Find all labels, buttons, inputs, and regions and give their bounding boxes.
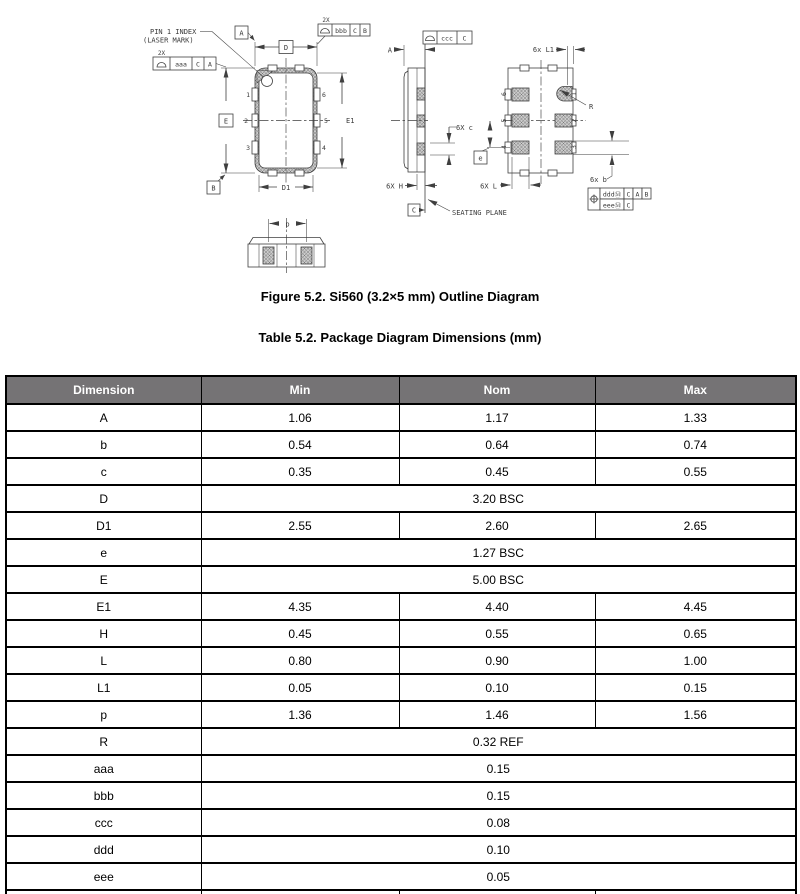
table-row [6,512,796,539]
cell-dimension: b [6,431,201,458]
table-row [6,539,796,566]
table-row [6,647,796,674]
col-header-min: Min [201,376,399,404]
cell-empty [6,890,201,894]
fcf-ccc [423,31,472,44]
pin1-index-mark [262,76,273,87]
cell-max: 0.74 [595,431,796,458]
pin-number: 1 [246,91,250,99]
cell-dimension: e [6,539,201,566]
table-row [6,404,796,431]
cell-dimension: A [6,404,201,431]
dim-label-A: A [387,46,392,55]
fcf-datum-ref: C [626,190,631,199]
fcf-datum-ref: C [196,60,200,69]
fcf-bbb [318,17,371,44]
castellation [295,65,304,71]
dim-label-e: e [478,154,483,163]
cell-dimension: aaa [6,755,201,782]
cell-min: 0.35 [201,458,399,485]
dim-label-R: R [589,103,594,111]
table-caption: Table 5.2. Package Diagram Dimensions (mm) [258,330,542,345]
table-row [6,674,796,701]
table-row [6,782,796,809]
pin-number: 2 [244,117,248,125]
cell-min: 1.36 [201,701,399,728]
side-pad [417,143,425,155]
table-row [6,431,796,458]
castellation [520,65,529,71]
bottom-pad [512,88,529,101]
cell-dimension: H [6,620,201,647]
fcf-datum-ref: B [644,190,649,199]
fcf-leader [318,36,326,44]
cell-dimension: L [6,647,201,674]
table-header-row [6,376,796,404]
cell-max: 0.65 [595,620,796,647]
pin-number: 4 [322,144,326,152]
side-pad [417,88,425,100]
fcf-position [588,188,651,210]
cell-dimension: D [6,485,201,512]
table-row [6,485,796,512]
cell-nom: 0.10 [399,674,595,701]
pin-number: 6 [322,91,326,99]
cell-min: 0.45 [201,620,399,647]
dim-label-E: E [223,117,229,126]
cell-nom: 0.64 [399,431,595,458]
cell-max: 0.15 [595,674,796,701]
dim-leader [482,148,489,151]
cell-min: 4.35 [201,593,399,620]
dimensions-table-body [6,404,796,894]
castellation [268,170,277,176]
cell-max: 4.45 [595,593,796,620]
dim-label-E1: E1 [346,117,355,125]
cell-dimension: E1 [6,593,201,620]
cell-min: 0.54 [201,431,399,458]
cell-span-value: 0.15 [201,755,796,782]
table-row [6,701,796,728]
fcf-count: 2X [322,17,330,24]
fcf-aaa [153,50,226,70]
col-header-nom: Nom [399,376,595,404]
cell-dimension: bbb [6,782,201,809]
table-row [6,809,796,836]
fcf-datum-ref: C [626,201,631,210]
cell-empty [399,890,595,894]
datum-label-c: C [411,206,417,215]
cell-dimension: c [6,458,201,485]
outline-diagram [0,0,800,286]
datum-leader [248,33,255,41]
datum-label-b: B [211,184,216,193]
fcf-datum-ref: A [635,190,640,199]
fcf-tolerance: bbb [335,27,347,35]
castellation [295,170,304,176]
cell-dimension: ddd [6,836,201,863]
fcf-datum-ref: C [353,27,357,35]
cell-span-value: 1.27 BSC [201,539,796,566]
fcf-datum-ref: B [363,27,367,35]
castellation [520,170,529,176]
dim-label-c: 6X c [456,124,473,132]
cell-span-value: 0.32 REF [201,728,796,755]
cell-nom: 1.17 [399,404,595,431]
dim-label-L1: 6x L1 [532,46,554,54]
table-row [6,728,796,755]
figure-caption: Figure 5.2. Si560 (3.2×5 mm) Outline Diagram [260,289,540,304]
dim-label-H: 6X H [386,182,403,191]
table-row [6,863,796,890]
cell-max: 0.55 [595,458,796,485]
cell-dimension: L1 [6,674,201,701]
table-row [6,458,796,485]
cell-nom: 0.90 [399,647,595,674]
pin1-note-line1: PIN 1 INDEX [150,28,197,36]
cell-dimension: ccc [6,809,201,836]
cell-span-value: 0.15 [201,782,796,809]
table-row [6,836,796,863]
castellation [548,170,557,176]
top-view [143,17,370,194]
pin-number: 5 [500,118,508,123]
castellation [252,141,258,154]
bottom-pad [512,141,529,154]
fcf-tolerance: eeeⓂ [602,201,622,210]
cell-max: 1.56 [595,701,796,728]
dimensions-table [5,375,797,894]
fcf-tolerance: dddⓂ [602,190,622,199]
cell-max: 1.33 [595,404,796,431]
castellation [314,141,320,154]
bottom-view [474,46,651,210]
col-header-dimension: Dimension [6,376,201,404]
cell-max: 1.00 [595,647,796,674]
dim-leader [607,166,612,179]
fcf-tolerance: aaa [175,60,187,69]
cell-nom: 4.40 [399,593,595,620]
side-pad [417,115,425,127]
table-row [6,593,796,620]
table-row [6,755,796,782]
datum-label-a: A [239,29,244,38]
castellation [268,65,277,71]
cell-span-value: 0.08 [201,809,796,836]
cell-nom: 2.60 [399,512,595,539]
cell-empty [595,890,796,894]
cell-dimension: D1 [6,512,201,539]
cell-max: 2.65 [595,512,796,539]
dim-label-b: 6x b [590,176,607,184]
cell-dimension: eee [6,863,201,890]
fcf-count: 2X [157,50,166,57]
end-pad [263,247,274,264]
fcf-datum-ref: C [462,34,467,43]
pin-number: 6 [500,92,508,96]
dim-label-p: p [285,220,290,229]
bottom-pad [512,114,529,127]
cell-nom: 0.55 [399,620,595,647]
table-row [6,566,796,593]
table-row [6,620,796,647]
col-header-max: Max [595,376,796,404]
fcf-datum-ref: A [208,60,212,69]
dim-label-D1: D1 [281,184,291,192]
cell-dimension: R [6,728,201,755]
cell-min: 2.55 [201,512,399,539]
castellation [548,65,557,71]
cell-dimension: p [6,701,201,728]
cell-span-value: 3.20 BSC [201,485,796,512]
end-view [248,218,325,273]
dim-label-D: D [283,44,289,52]
cell-nom: 1.46 [399,701,595,728]
cell-span-value: 0.05 [201,863,796,890]
dim-label-L: 6X L [480,182,497,191]
castellation [314,88,320,101]
cell-dimension: E [6,566,201,593]
seating-plane-label: SEATING PLANE [452,209,507,217]
castellation [252,88,258,101]
side-lid-outline [404,71,408,169]
end-pad [301,247,312,264]
pin-number: 5 [324,117,328,125]
cell-min: 0.05 [201,674,399,701]
cell-nom: 0.45 [399,458,595,485]
cell-min: 1.06 [201,404,399,431]
fcf-tolerance: ccc [441,34,453,43]
pin1-note-line2: (LASER MARK) [143,36,194,45]
fcf-leader [216,64,226,68]
pin-number: 3 [246,144,250,152]
seating-plane-leader [428,200,450,212]
cell-span-value: 5.00 BSC [201,566,796,593]
cell-span-value: 0.10 [201,836,796,863]
pin-number: 1 [570,92,578,96]
cell-min: 0.80 [201,647,399,674]
table-row-partial [6,890,796,894]
pin-number: 2 [570,118,578,123]
cell-empty [201,890,399,894]
pin-number: 4 [500,145,508,149]
datum-leader [218,175,225,181]
pin-number: 3 [570,145,578,149]
